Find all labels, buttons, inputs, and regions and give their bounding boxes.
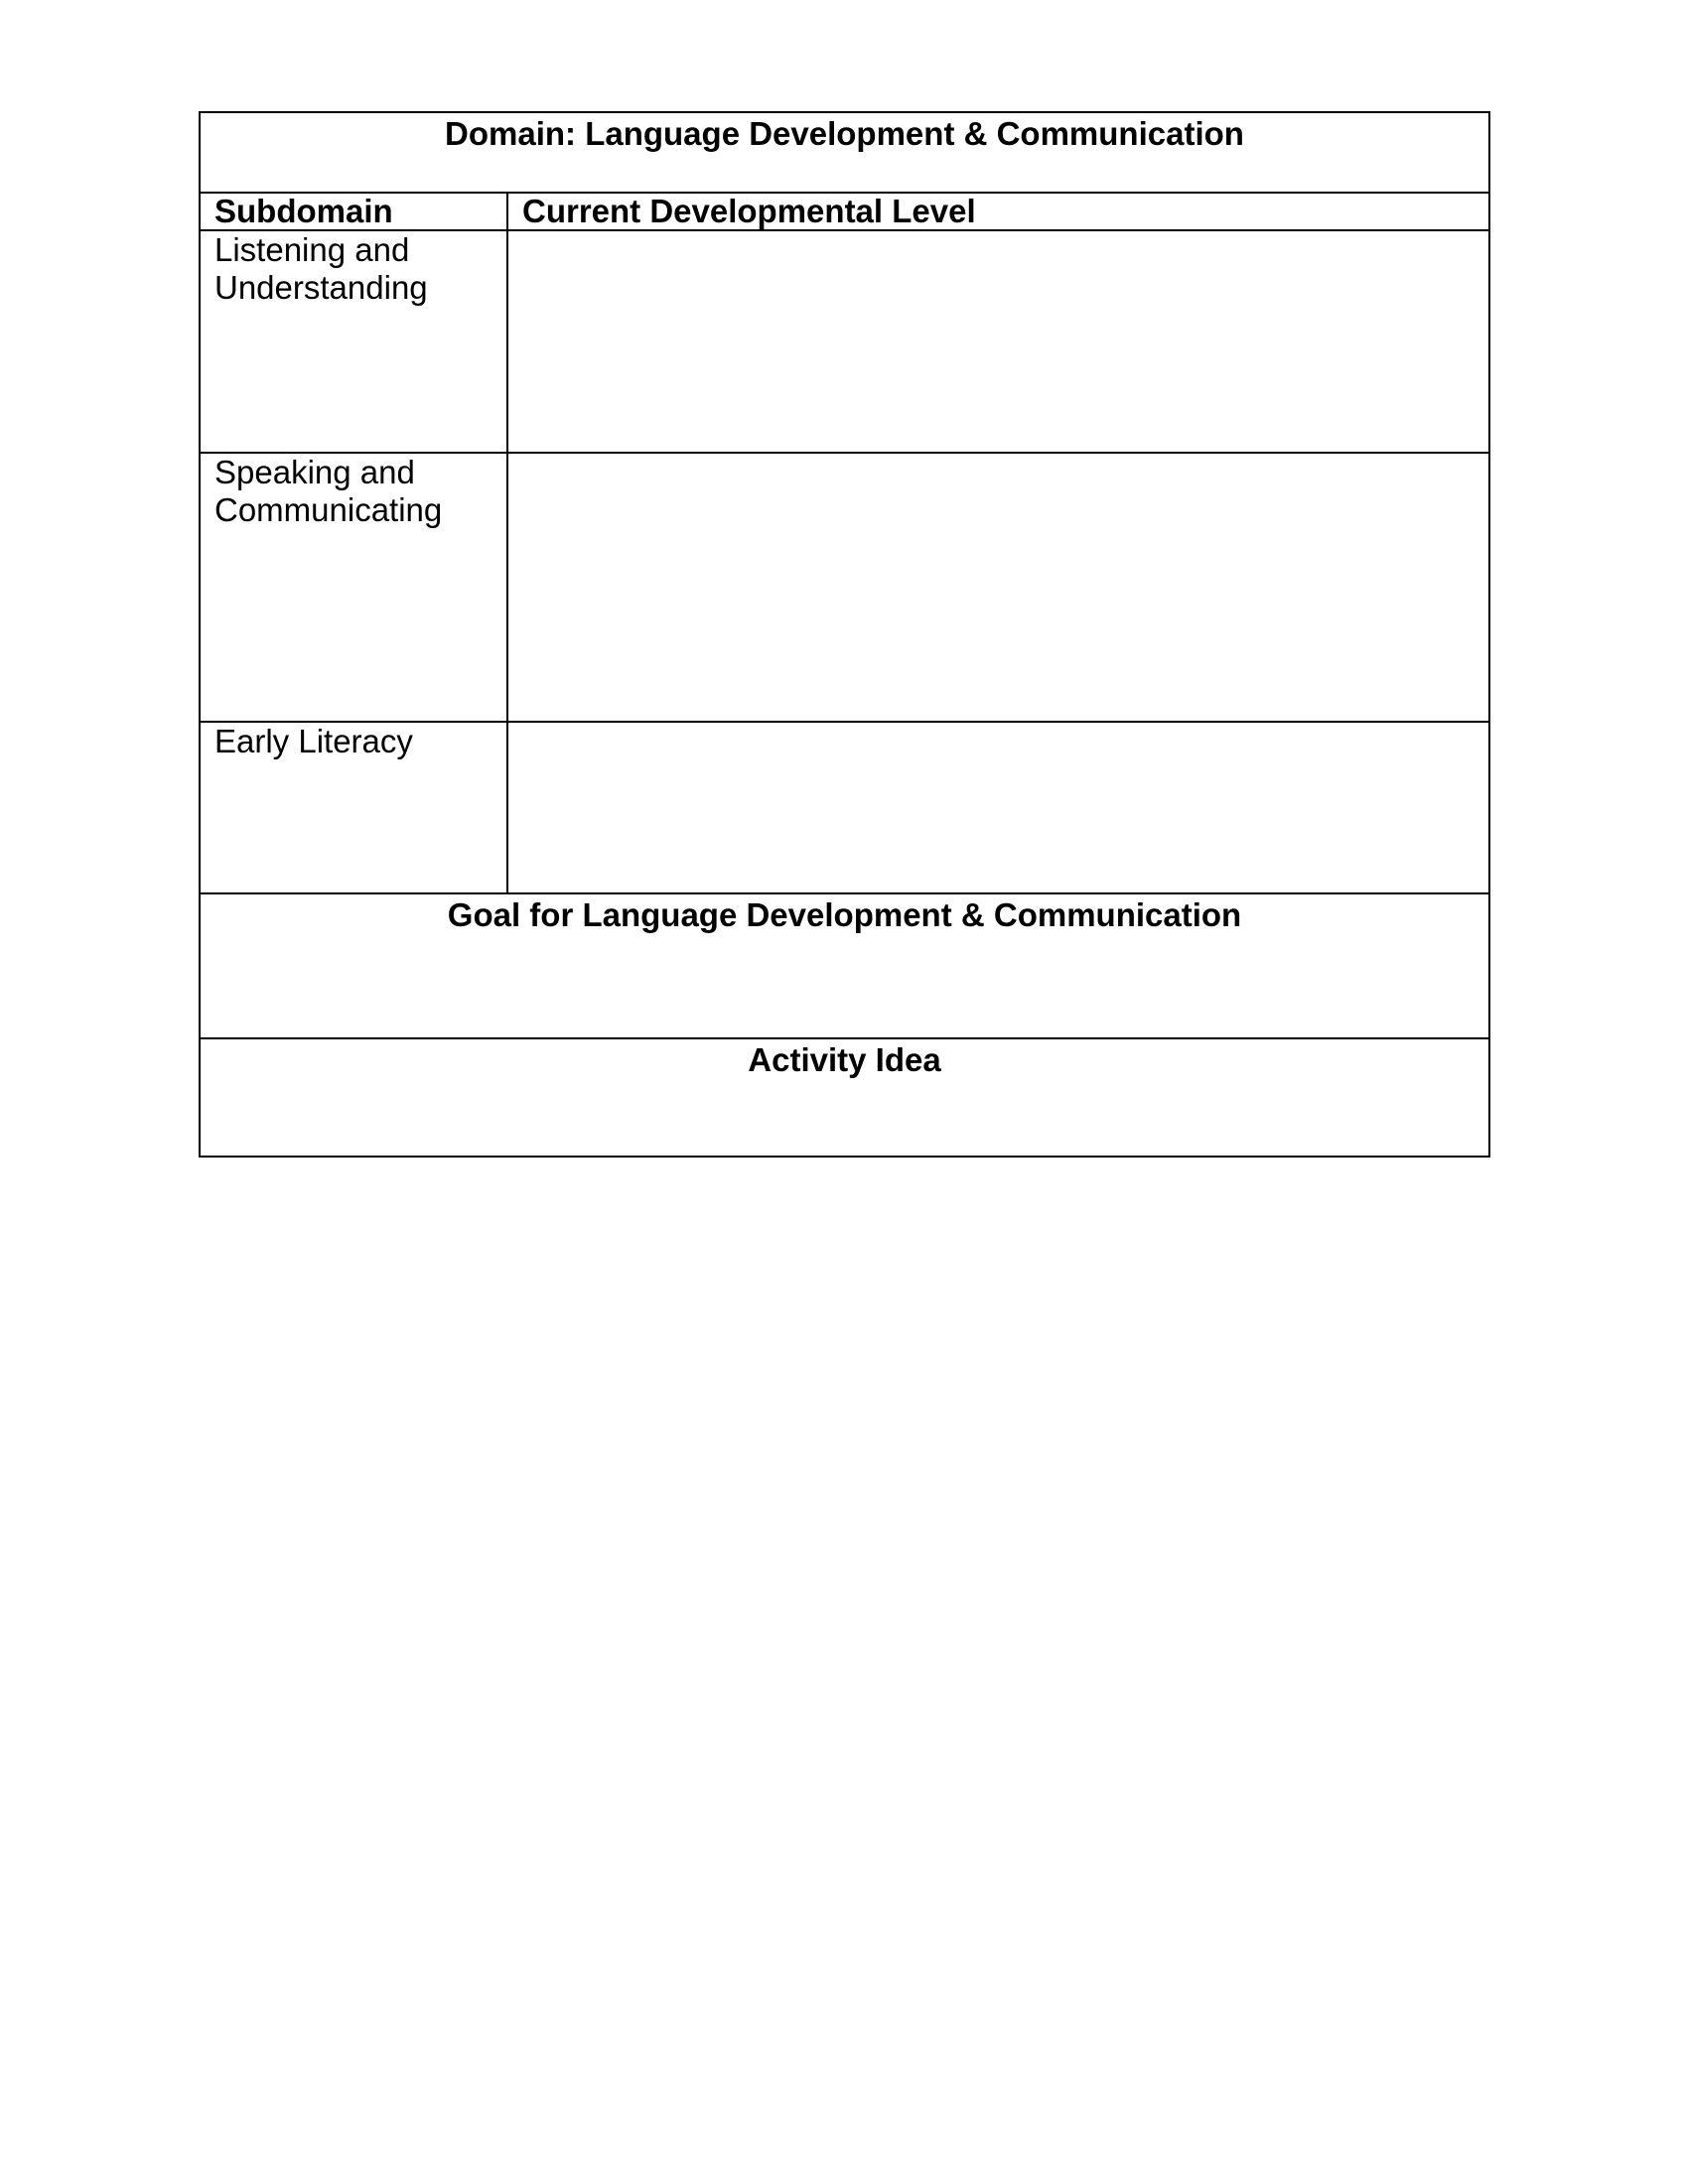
subdomain-header: Subdomain	[200, 193, 507, 230]
subdomain-row-literacy	[200, 722, 1489, 893]
current-level-header: Current Developmental Level	[507, 193, 1489, 230]
activity-section[interactable]	[200, 1038, 1489, 1157]
level-field-literacy[interactable]	[507, 722, 1489, 893]
subdomain-row-speaking	[200, 453, 1489, 722]
subdomain-row-listening	[200, 230, 1489, 453]
header-row	[200, 193, 1489, 230]
subdomain-label-listening: Listening and Understanding	[200, 230, 507, 453]
domain-title: Domain: Language Development & Communication	[200, 112, 1489, 193]
domain-title-row	[200, 112, 1489, 193]
level-field-speaking[interactable]	[507, 453, 1489, 722]
level-field-listening[interactable]	[507, 230, 1489, 453]
goal-row	[200, 893, 1489, 1038]
activity-row	[200, 1038, 1489, 1157]
subdomain-label-literacy: Early Literacy	[200, 722, 507, 893]
language-development-form	[199, 111, 1490, 1158]
goal-title: Goal for Language Development & Communication	[447, 896, 1242, 933]
subdomain-label-speaking: Speaking and Communicating	[200, 453, 507, 722]
goal-section[interactable]	[200, 893, 1489, 1038]
activity-title: Activity Idea	[748, 1041, 941, 1078]
